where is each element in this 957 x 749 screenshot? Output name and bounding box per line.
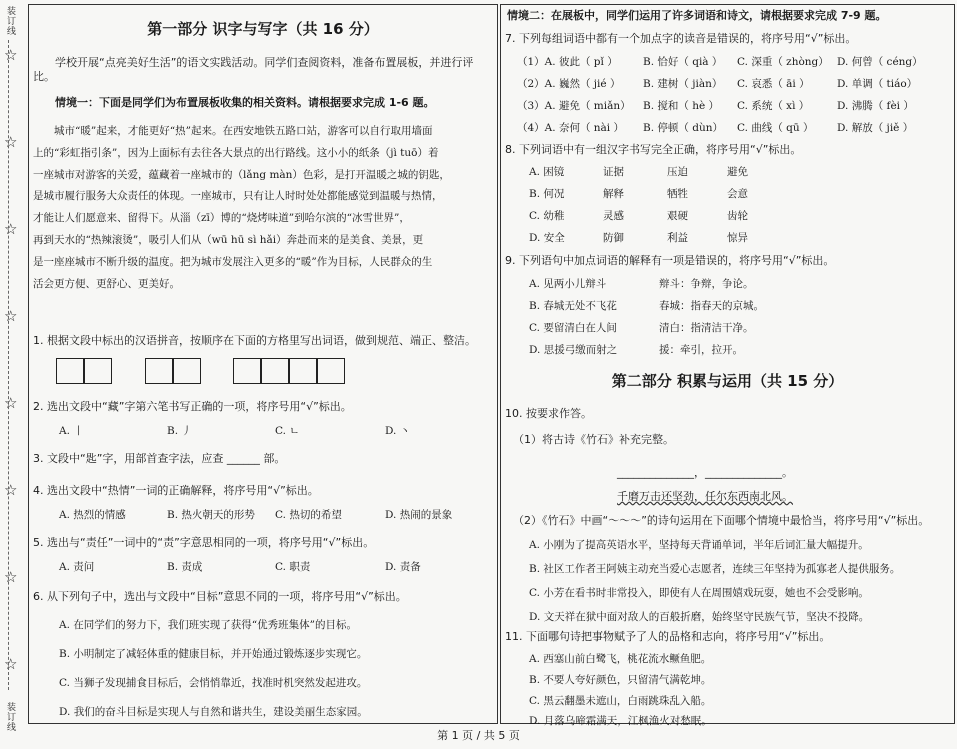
left-column [33, 0, 493, 721]
star-icon: ☆ [4, 481, 18, 499]
q7-option[interactable]: （2）A. 巍然（ jié ） [517, 78, 621, 90]
passage-line: 是一座座城市不断升级的温度。把为城市发展注入更多的“暖”作为目标，人民群众的生 [33, 255, 433, 268]
q2-option-c[interactable]: C. ㄴ [275, 425, 300, 437]
q4-option-c[interactable]: C. 热切的希望 [275, 509, 342, 521]
q8-word: 利益 [667, 232, 688, 244]
q8-word: 齿轮 [727, 210, 748, 222]
q6-option-c[interactable]: C. 当狮子发现捕食目标后，会悄悄靠近，找准时机突然发起进攻。 [59, 677, 368, 689]
q7-option[interactable]: D. 单调（ tiáo） [837, 78, 918, 90]
question-10: 10. 按要求作答。 [505, 407, 592, 420]
q8-word: 牺牲 [667, 188, 688, 200]
q6-option-b[interactable]: B. 小明制定了减轻体重的健康目标，并开始通过锻炼逐步实现它。 [59, 648, 368, 660]
q7-option[interactable]: D. 解放（ jiě ） [837, 122, 914, 134]
q7-option[interactable]: B. 搅和（ hè ） [643, 100, 720, 112]
q5-option-b[interactable]: B. 责成 [167, 561, 203, 573]
q8-word: 解释 [603, 188, 624, 200]
answer-box[interactable] [56, 358, 84, 384]
question-9: 9. 下列语句中加点词语的解释有一项是错误的，将序号用“√”标出。 [505, 254, 835, 267]
q8-word: 防御 [603, 232, 624, 244]
q10-option-c[interactable]: C. 小芳在看书时非常投入，即使有人在周围嬉戏玩耍，她也不会受影响。 [529, 587, 869, 599]
q8-option-a[interactable]: A. 困镜 [529, 166, 565, 178]
q7-option[interactable]: B. 恰好（ qià ） [643, 56, 723, 68]
question-1: 1. 根据文段中标出的汉语拼音，按顺序在下面的方格里写出词语，做到规范、端正、整洁。 [33, 334, 476, 347]
q8-word: 惊异 [727, 232, 748, 244]
q5-option-a[interactable]: A. 责问 [59, 561, 95, 573]
star-icon: ☆ [4, 307, 18, 325]
q9-explanation: 春城：指春天的京城。 [659, 300, 764, 312]
binding-margin [0, 0, 24, 749]
question-10-2: （2）《竹石》中画“～～～”的诗句运用在下面哪个情境中最恰当，将序号用“√”标出。 [513, 514, 930, 527]
q7-option[interactable]: C. 系统（ xì ） [737, 100, 810, 112]
q7-option[interactable]: （4）A. 奈何（ nài ） [517, 122, 624, 134]
page-footer: 第 1 页 / 共 5 页 [437, 729, 520, 742]
poem-blank-line[interactable]: ______________，______________。 [617, 466, 793, 479]
q8-word: 避免 [727, 166, 748, 178]
q8-word: 证据 [603, 166, 624, 178]
question-3: 3. 文段中“匙”字，用部首查字法，应查 ______ 部。 [33, 452, 286, 465]
passage [33, 121, 493, 295]
q4-option-b[interactable]: B. 热火朝天的形势 [167, 509, 255, 521]
answer-box[interactable] [233, 358, 261, 384]
question-5: 5. 选出与“责任”一词中的“责”字意思相同的一项，将序号用“√”标出。 [33, 536, 375, 549]
part2-title: 第二部分 积累与运用（共 15 分） [611, 372, 844, 390]
answer-box[interactable] [173, 358, 201, 384]
q8-option-c[interactable]: C. 幼稚 [529, 210, 565, 222]
q9-option-a[interactable]: A. 见两小儿辩斗 [529, 278, 607, 290]
q8-word: 会意 [727, 188, 748, 200]
intro-text: 学校开展“点亮美好生活”的语文实践活动。同学们查阅资料，准备布置展板，并进行评比。 [33, 56, 474, 83]
answer-box[interactable] [317, 358, 345, 384]
star-icon: ☆ [4, 220, 18, 238]
q10-option-a[interactable]: A. 小刚为了提高英语水平，坚持每天背诵单词，半年后词汇量大幅提升。 [529, 539, 869, 551]
q7-option[interactable]: D. 沸腾（ fèi ） [837, 100, 914, 112]
binding-label-top: 装订线 [5, 6, 15, 36]
q8-word: 艰硬 [667, 210, 688, 222]
q8-word: 灵感 [603, 210, 624, 222]
q5-option-d[interactable]: D. 责备 [385, 561, 421, 573]
q8-option-d[interactable]: D. 安全 [529, 232, 565, 244]
q4-option-d[interactable]: D. 热闹的景象 [385, 509, 453, 521]
question-10-1: （1）将古诗《竹石》补充完整。 [513, 433, 674, 446]
q6-option-a[interactable]: A. 在同学们的努力下，我们班实现了获得“优秀班集体”的目标。 [59, 619, 357, 631]
question-2: 2. 选出文段中“藏”字第六笔书写正确的一项，将序号用“√”标出。 [33, 400, 352, 413]
q8-word: 压迫 [667, 166, 688, 178]
q2-option-b[interactable]: B. 丿 [167, 425, 192, 437]
q7-option[interactable]: B. 建树（ jiàn） [643, 78, 723, 90]
q8-option-b[interactable]: B. 何况 [529, 188, 565, 200]
passage-line: 城市“暖”起来，才能更好“热”起来。在西安地铁五路口站，游客可以自行取用墙面 [54, 125, 433, 137]
q5-option-c[interactable]: C. 职责 [275, 561, 311, 573]
q9-option-b[interactable]: B. 春城无处不飞花 [529, 300, 617, 312]
q7-option[interactable]: C. 曲线（ qū ） [737, 122, 814, 134]
star-icon: ☆ [4, 655, 18, 673]
answer-box[interactable] [261, 358, 289, 384]
q2-option-d[interactable]: D. 丶 [385, 425, 411, 437]
passage-line: 是城市履行服务大众责任的体现。一座城市，只有让人时时处处都能感觉到温暖与热情， [33, 190, 443, 203]
q9-explanation: 援：牵引，拉开。 [659, 344, 743, 356]
situation2-text: 情境二：在展板中，同学们运用了许多词语和诗文，请根据要求完成 7-9 题。 [507, 9, 887, 22]
passage-line: 一座城市对游客的关爱，蕴藏着一座城市的（lǎng màn）色彩，是打开温暖之城的钥匙， [33, 168, 450, 181]
passage-line: 再到天水的“热辣滚烫”，吸引人们从（wū hū sì hǎi）奔赴而来的是美食、美景，更 [33, 233, 424, 246]
q6-option-d[interactable]: D. 我们的奋斗目标是实现人与自然和谐共生，建设美丽生态家园。 [59, 706, 368, 718]
star-icon: ☆ [4, 46, 18, 64]
q11-option-a[interactable]: A. 西塞山前白鹭飞，桃花流水鳜鱼肥。 [529, 653, 712, 665]
question-7: 7. 下列每组词语中都有一个加点字的读音是错误的，将序号用“√”标出。 [505, 32, 857, 45]
star-icon: ☆ [4, 133, 18, 151]
q7-option[interactable]: B. 停顿（ dùn） [643, 122, 723, 134]
question-8: 8. 下列词语中有一组汉字书写完全正确，将序号用“√”标出。 [505, 143, 802, 156]
q11-option-d[interactable]: D. 月落乌啼霜满天，江枫渔火对愁眠。 [529, 715, 712, 727]
q7-option[interactable]: C. 深重（ zhòng） [737, 56, 829, 68]
q11-option-b[interactable]: B. 不要人夸好颜色，只留清气满乾坤。 [529, 674, 712, 686]
q9-option-c[interactable]: C. 要留清白在人间 [529, 322, 617, 334]
q7-option[interactable]: （1）A. 彼此（ pǐ ） [517, 56, 618, 68]
question-6: 6. 从下列句子中，选出与文段中“目标”意思不同的一项，将序号用“√”标出。 [33, 590, 407, 603]
q10-option-b[interactable]: B. 社区工作者王阿姨主动充当爱心志愿者，连续三年坚持为孤寡老人提供服务。 [529, 563, 901, 575]
right-column [505, 0, 950, 727]
q10-option-d[interactable]: D. 文天祥在狱中面对敌人的百般折磨，始终坚守民族气节，坚决不投降。 [529, 611, 870, 623]
q9-explanation: 辩斗：争辩，争论。 [659, 278, 754, 290]
answer-box[interactable] [145, 358, 173, 384]
q9-option-d[interactable]: D. 思援弓缴而射之 [529, 344, 618, 356]
question-4: 4. 选出文段中“热情”一词的正确解释，将序号用“√”标出。 [33, 484, 319, 497]
question-11: 11. 下面哪句诗把事物赋予了人的品格和志向，将序号用“√”标出。 [505, 630, 831, 643]
situation1-text: 情境一：下面是同学们为布置展板收集的相关资料。请根据要求完成 1-6 题。 [55, 96, 435, 109]
poem-wavy-line: 千磨万击还坚劲，任尔东西南北风。 [617, 490, 793, 503]
binding-label-bottom: 装订线 [5, 702, 15, 732]
q7-option[interactable]: D. 何曾（ céng） [837, 56, 923, 68]
q4-option-a[interactable]: A. 热烈的情感 [59, 509, 126, 521]
q9-explanation: 清白：指清洁干净。 [659, 322, 754, 334]
answer-box[interactable] [84, 358, 112, 384]
passage-line: 活会更方便、更舒心、更美好。 [33, 277, 180, 290]
passage-line: 才能让人们愿意来、留得下。从淄（zī）博的“烧烤味道”到哈尔滨的“冰雪世界”， [33, 212, 410, 225]
answer-box[interactable] [289, 358, 317, 384]
star-icon: ☆ [4, 394, 18, 412]
q11-option-c[interactable]: C. 黑云翻墨未遮山，白雨跳珠乱入船。 [529, 695, 712, 707]
q7-option[interactable]: （3）A. 避免（ miǎn） [517, 100, 631, 112]
passage-line: 上的“彩虹指引条”，因为上面标有去往各大景点的出行路线。这小小的纸条（jì tuō）着 [33, 146, 439, 159]
star-icon: ☆ [4, 568, 18, 586]
binding-dashed-line [8, 40, 9, 690]
q7-option[interactable]: C. 哀悉（ āi ） [737, 78, 810, 90]
q2-option-a[interactable]: A. 丨 [59, 425, 84, 437]
part1-title: 第一部分 识字与写字（共 16 分） [147, 20, 379, 38]
